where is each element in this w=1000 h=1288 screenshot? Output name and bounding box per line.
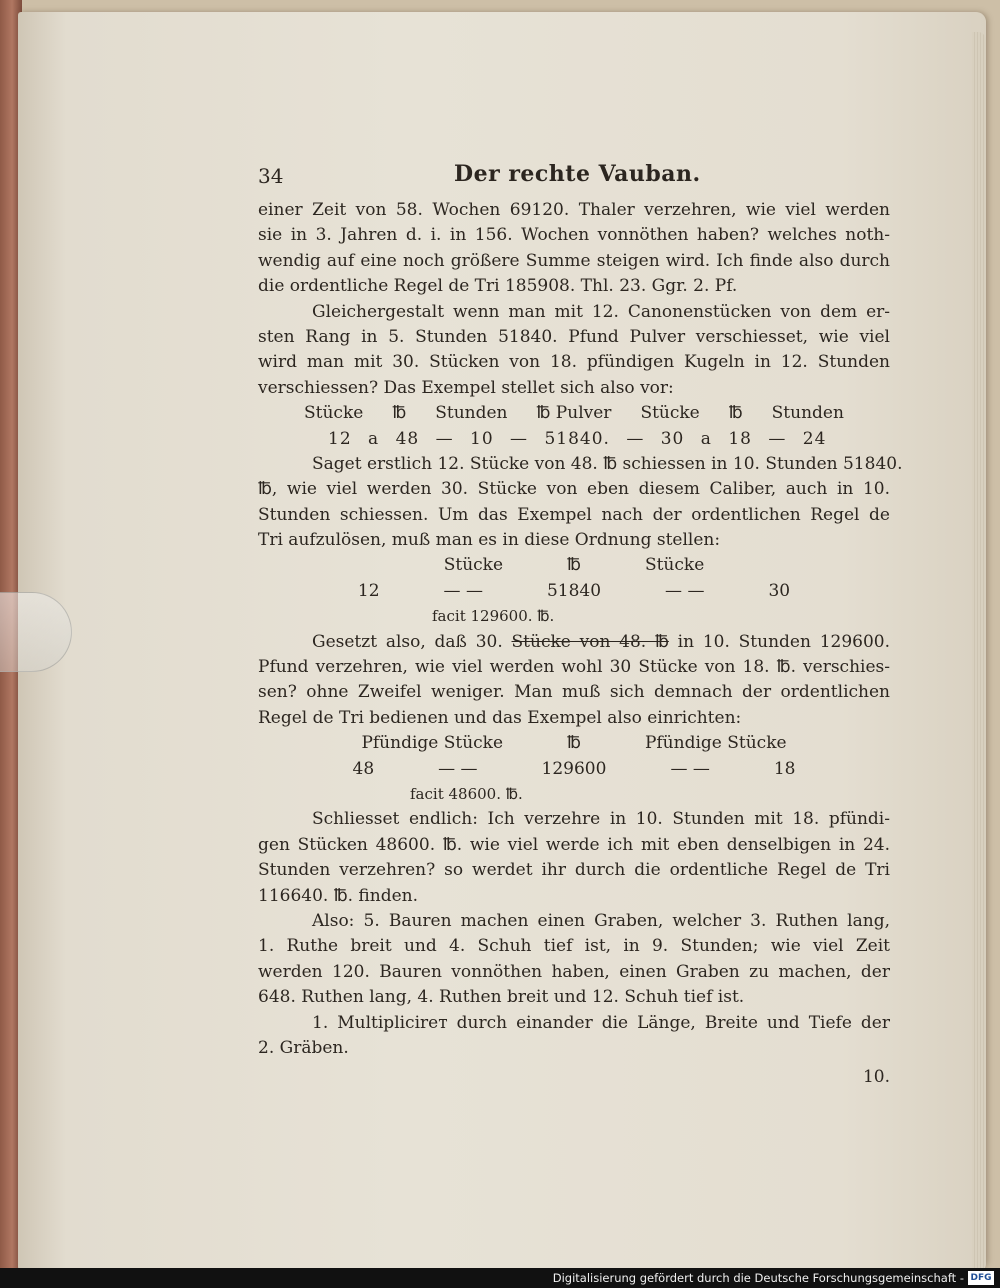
rule-table-2-values (258, 579, 890, 604)
text-line: 1. Multiplicirет durch einander die Länge, Breite und Tiefe der (312, 1012, 890, 1033)
page-text (258, 160, 903, 1091)
text-line: Gleichergestalt wenn man mit 12. Canonenstücken von dem er- (312, 301, 890, 322)
running-title: Der rechte Vauban. (454, 161, 701, 187)
table-cell: Stunden (435, 403, 508, 424)
digitization-footer (0, 1268, 1000, 1288)
text-line: wird man mit 30. Stücken von 18. pfündigen Kugeln in 12. Stunden (258, 352, 890, 373)
text-line: sen? ohne Zweifel weniger. Man muß sich demnach der ordentlichen (258, 682, 890, 703)
text-line: 1. Ruthe breit und 4. Schuh tief ist, in 9. Stunden; wie viel Zeit (258, 936, 890, 957)
table-cell: — — (670, 758, 710, 779)
text-line: einer Zeit von 58. Wochen 69120. Thaler verzehren, wie viel werden (258, 200, 890, 220)
table-cell: ℔ Pulver (536, 403, 612, 424)
text-line: 648. Ruthen lang, 4. Ruthen breit und 12. Schuh tief ist. (258, 987, 745, 1008)
rule-table-2-result: facit 129600. ℔. (432, 607, 555, 626)
table-cell: ℔ (567, 555, 581, 576)
table-cell: 48 (352, 758, 375, 779)
text-line: verschiessen? Das Exempel stellet sich also vor: (258, 377, 674, 398)
text-line: Tri aufzulösen, muß man es in diese Ordnung stellen: (258, 530, 721, 551)
table-cell: Stücke (640, 403, 700, 424)
rule-table-3-values (258, 757, 890, 782)
rule-table-1-values: 12 a 48 — 10 — 51840. — 30 a 18 — 24 (328, 428, 827, 449)
text-line (258, 630, 890, 655)
text-fragment: in 10. Stunden 129600. (677, 631, 890, 652)
table-cell: 129600 (541, 758, 607, 779)
page-header (258, 160, 890, 198)
text-line: Pfund verzehren, wie viel werden wohl 30 Stücke von 18. ℔. verschies- (258, 657, 890, 678)
page-edges (972, 32, 986, 1272)
text-line: ℔, wie viel werden 30. Stücke von eben diesem Caliber, auch in 10. (258, 479, 890, 500)
table-cell: — — (438, 758, 478, 779)
text-line: Schliesset endlich: Ich verzehre in 10. Stunden mit 18. pfündi- (312, 809, 890, 830)
catchword: 10. (862, 1067, 890, 1088)
dfg-logo: DFG (968, 1271, 994, 1285)
table-cell: ℔ (392, 403, 407, 424)
rule-table-2-header (258, 553, 890, 578)
table-cell: ℔ (567, 733, 581, 754)
text-line: Stunden schiessen. Um das Exempel nach der ordentlichen Regel de (258, 504, 890, 525)
text-line: sie in 3. Jahren d. i. in 156. Wochen vonnöthen haben? welches noth- (258, 225, 890, 246)
table-cell: Pfündige Stücke (361, 733, 504, 754)
text-line: 116640. ℔. finden. (258, 885, 418, 906)
footer-credit: Digitalisierung gefördert durch die Deutsche Forschungsgemeinschaft - (552, 1271, 964, 1285)
table-cell: 51840 (546, 580, 602, 601)
table-cell: 18 (773, 758, 796, 779)
rule-table-3-header (258, 731, 890, 756)
table-cell: 30 (768, 580, 791, 601)
text-line: wendig auf eine noch größere Summe steigen wird. Ich finde also durch (258, 250, 890, 271)
text-line: die ordentliche Regel de Tri 185908. Thl. 23. Ggr. 2. Pf. (258, 276, 738, 297)
table-cell: Stunden (771, 403, 844, 424)
rule-table-1-header (258, 401, 890, 426)
table-cell: Stücke (304, 403, 364, 424)
table-cell: ℔ (728, 403, 743, 424)
text-line: Saget erstlich 12. Stücke von 48. ℔ schiessen in 10. Stunden 51840. (312, 453, 903, 474)
rule-table-3-result: facit 48600. ℔. (410, 784, 523, 803)
text-line: gen Stücken 48600. ℔. wie viel werde ich mit eben denselbigen in 24. (258, 834, 890, 855)
text-fragment: Gesetzt also, daß 30. (312, 631, 503, 652)
text-line: werden 120. Bauren vonnöthen haben, einen Graben zu machen, der (258, 961, 890, 982)
table-cell: 12 (357, 580, 380, 601)
table-cell: Pfündige Stücke (644, 733, 787, 754)
page-number: 34 (258, 164, 284, 188)
table-cell: Stücke (443, 555, 504, 576)
table-cell: — — (443, 580, 483, 601)
text-line: 2. Gräben. (258, 1037, 349, 1058)
text-line: sten Rang in 5. Stunden 51840. Pfund Pulver verschiesset, wie viel (258, 326, 890, 347)
table-cell: Stücke (644, 555, 705, 576)
table-cell: — — (665, 580, 705, 601)
struck-text: Stücke von 48. ℔ (511, 631, 669, 652)
text-line: Stunden verzehren? so werdet ihr durch die ordentliche Regel de Tri (258, 860, 890, 881)
text-line: Regel de Tri bedienen und das Exempel also einrichten: (258, 707, 742, 728)
text-line: Also: 5. Bauren machen einen Graben, welcher 3. Ruthen lang, (312, 910, 890, 931)
